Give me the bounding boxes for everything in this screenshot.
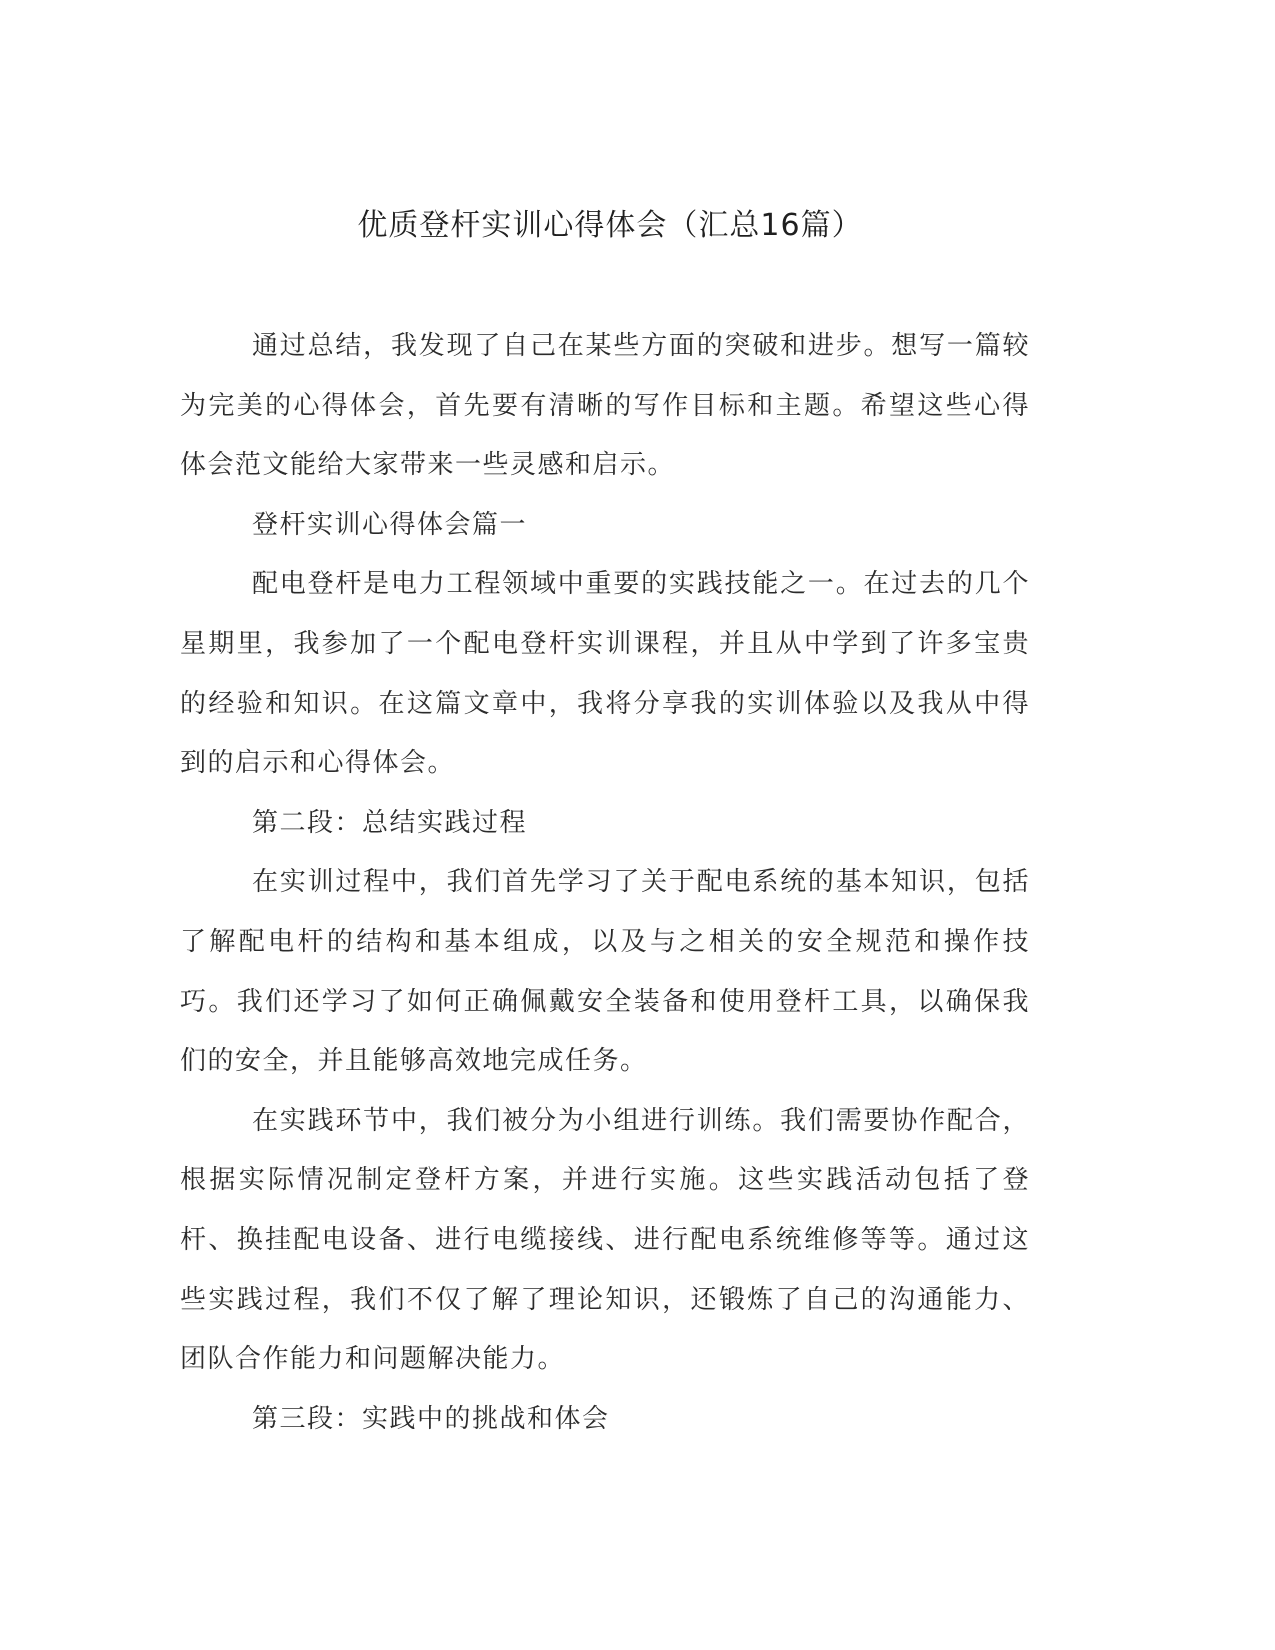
section-heading-third: 第三段：实践中的挑战和体会: [252, 1403, 610, 1434]
document-title: 优质登杆实训心得体会（汇总16篇）: [357, 208, 863, 243]
paragraph-practice: 在实践环节中，我们被分为小组进行训练。我们需要协作配合，根据实际情况制定登杆方案，并进行实施。这些实践活动包括了登杆、换挂配电设备、进行电缆接线、进行配电系统维修等等。通过这些实践过程，我们不仅了解了理论知识，还锻炼了自己的沟通能力、团队合作能力和问题解决能力。: [180, 1105, 1030, 1375]
section-heading-part-one: 登杆实训心得体会篇一: [252, 509, 528, 540]
paragraph-training-process: 在实训过程中，我们首先学习了关于配电系统的基本知识，包括了解配电杆的结构和基本组成，以及与之相关的安全规范和操作技巧。我们还学习了如何正确佩戴安全装备和使用登杆工具，以确保我们的安全，并且能够高效地完成任务。: [180, 867, 1030, 1077]
paragraph-intro: 通过总结，我发现了自己在某些方面的突破和进步。想写一篇较为完美的心得体会，首先要有清晰的写作目标和主题。希望这些心得体会范文能给大家带来一些灵感和启示。: [180, 331, 1030, 481]
paragraph-part-one: 配电登杆是电力工程领域中重要的实践技能之一。在过去的几个星期里，我参加了一个配电登杆实训课程，并且从中学到了许多宝贵的经验和知识。在这篇文章中，我将分享我的实训体验以及我从中得到的启示和心得体会。: [180, 569, 1030, 779]
section-heading-second: 第二段：总结实践过程: [252, 807, 528, 838]
document-body: [180, 317, 1030, 1449]
